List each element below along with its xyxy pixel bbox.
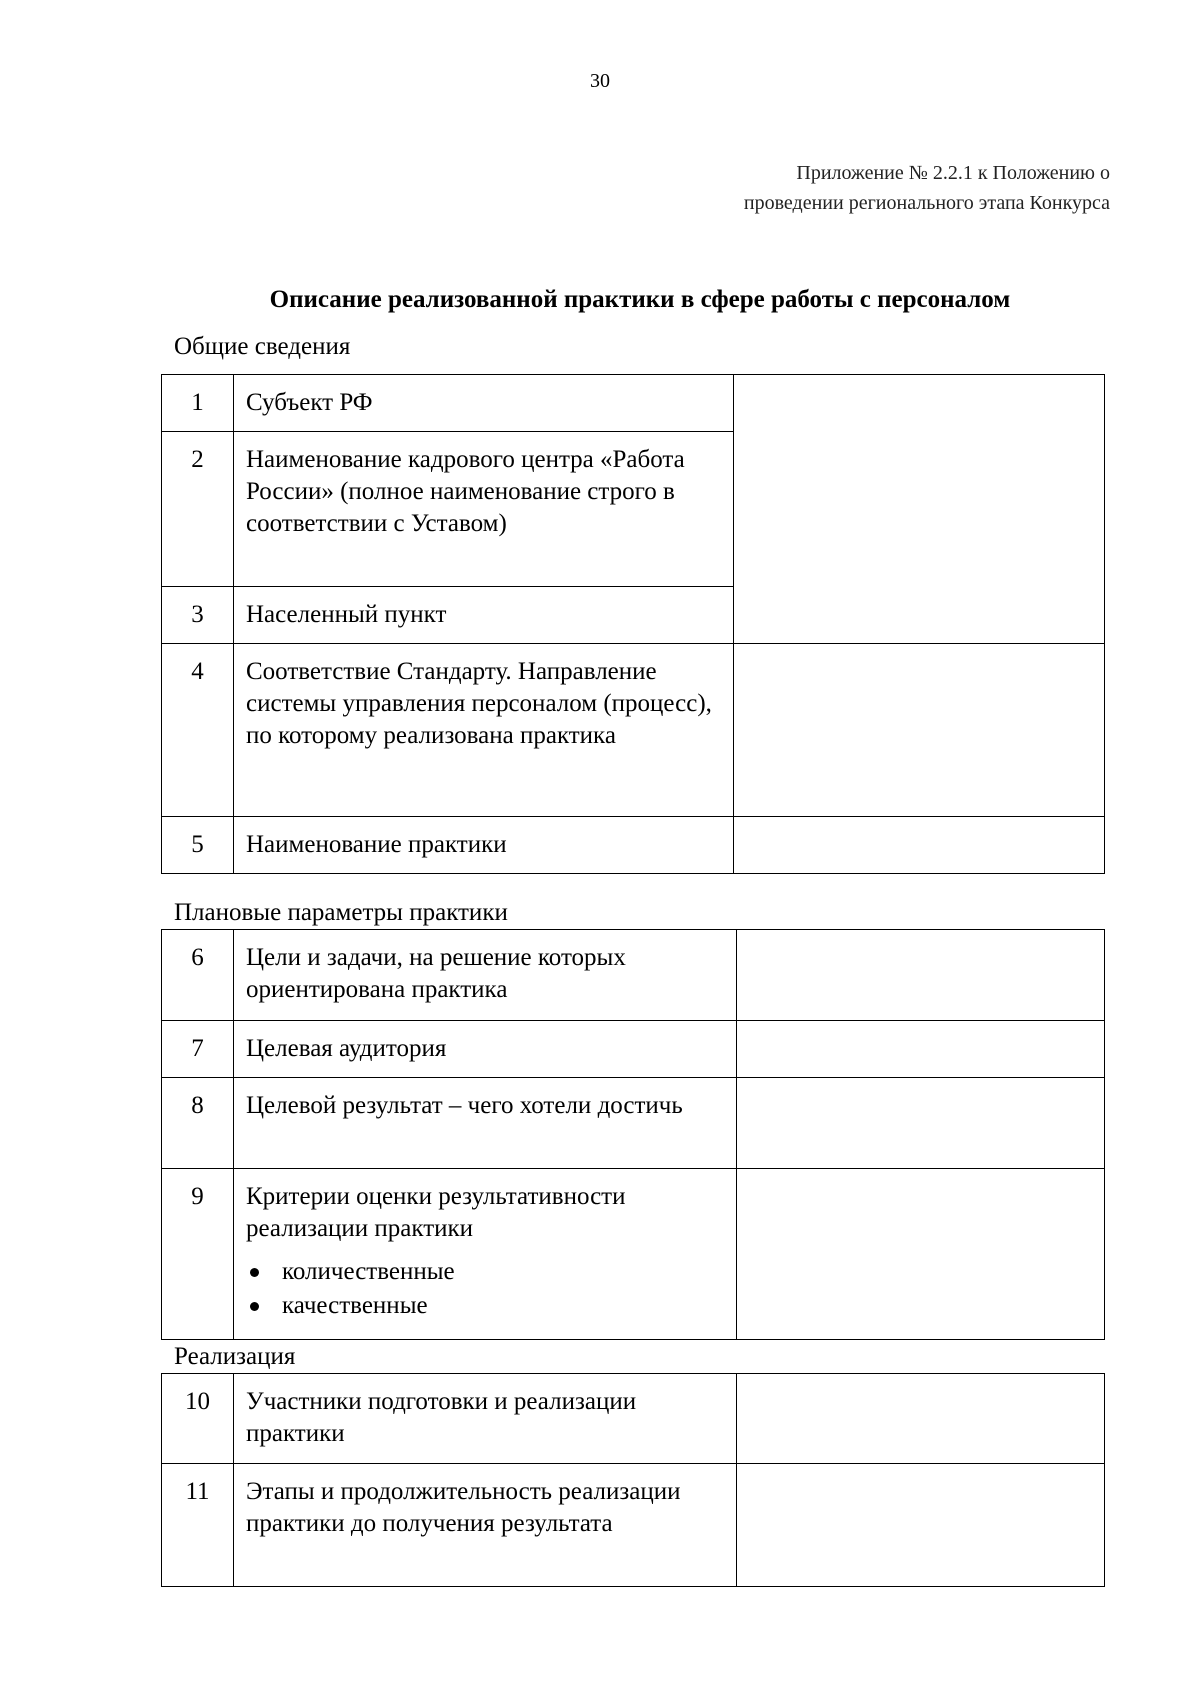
value-cell[interactable] [734, 644, 1105, 817]
row-label: Населенный пункт [234, 587, 734, 644]
row-label: Наименование кадрового центра «Работа России» (полное наименование строго в соответствии с Уставом) [234, 432, 734, 587]
row-number: 4 [162, 644, 234, 817]
general-info-table [161, 374, 1105, 874]
table-row [162, 1374, 1105, 1464]
row-number: 8 [162, 1078, 234, 1169]
row-number: 6 [162, 930, 234, 1021]
row-label [234, 1169, 737, 1340]
criteria-list [246, 1255, 726, 1323]
row-number: 7 [162, 1021, 234, 1078]
row-number: 11 [162, 1464, 234, 1587]
table-row [162, 1078, 1105, 1169]
appendix-reference [590, 158, 1110, 218]
section-label-general: Общие сведения [174, 333, 351, 360]
row-number: 1 [162, 375, 234, 432]
row-number: 3 [162, 587, 234, 644]
row-label: Целевая аудитория [234, 1021, 737, 1078]
value-cell[interactable] [737, 1464, 1105, 1587]
row-label: Наименование практики [234, 817, 734, 874]
implementation-table [161, 1373, 1105, 1587]
row-number: 9 [162, 1169, 234, 1340]
table-row [162, 930, 1105, 1021]
table-row [162, 1464, 1105, 1587]
value-cell[interactable] [737, 1078, 1105, 1169]
value-cell-merged-1-3[interactable] [734, 375, 1105, 644]
value-cell[interactable] [734, 817, 1105, 874]
row-label: Этапы и продолжительность реализации практики до получения результата [234, 1464, 737, 1587]
row-number: 5 [162, 817, 234, 874]
row-number: 10 [162, 1374, 234, 1464]
row-number: 2 [162, 432, 234, 587]
section-label-implementation: Реализация [174, 1343, 296, 1370]
value-cell[interactable] [737, 1374, 1105, 1464]
appendix-line-1: Приложение № 2.2.1 к Положению о [796, 162, 1110, 184]
value-cell[interactable] [737, 1169, 1105, 1340]
table-row [162, 375, 1105, 432]
table-row [162, 817, 1105, 874]
bullet-item-qualitative: качественные [246, 1289, 726, 1323]
planned-params-table [161, 929, 1105, 1340]
row-label: Цели и задачи, на решение которых ориентирована практика [234, 930, 737, 1021]
row-label: Соответствие Стандарту. Направление системы управления персоналом (процесс), по которому реализована практика [234, 644, 734, 817]
row-label: Субъект РФ [234, 375, 734, 432]
document-title: Описание реализованной практики в сфере работы с персоналом [269, 286, 1011, 313]
page-number: 30 [590, 70, 610, 92]
table-row [162, 644, 1105, 817]
section-label-planned: Плановые параметры практики [174, 899, 508, 926]
table-row [162, 1021, 1105, 1078]
bullet-item-quantitative: количественные [246, 1255, 726, 1289]
row-label: Участники подготовки и реализации практики [234, 1374, 737, 1464]
criteria-label: Критерии оценки результативности реализации практики [246, 1183, 626, 1242]
appendix-line-2: проведении регионального этапа Конкурса [743, 192, 1110, 214]
value-cell[interactable] [737, 930, 1105, 1021]
value-cell[interactable] [737, 1021, 1105, 1078]
row-label: Целевой результат – чего хотели достичь [234, 1078, 737, 1169]
table-row [162, 1169, 1105, 1340]
